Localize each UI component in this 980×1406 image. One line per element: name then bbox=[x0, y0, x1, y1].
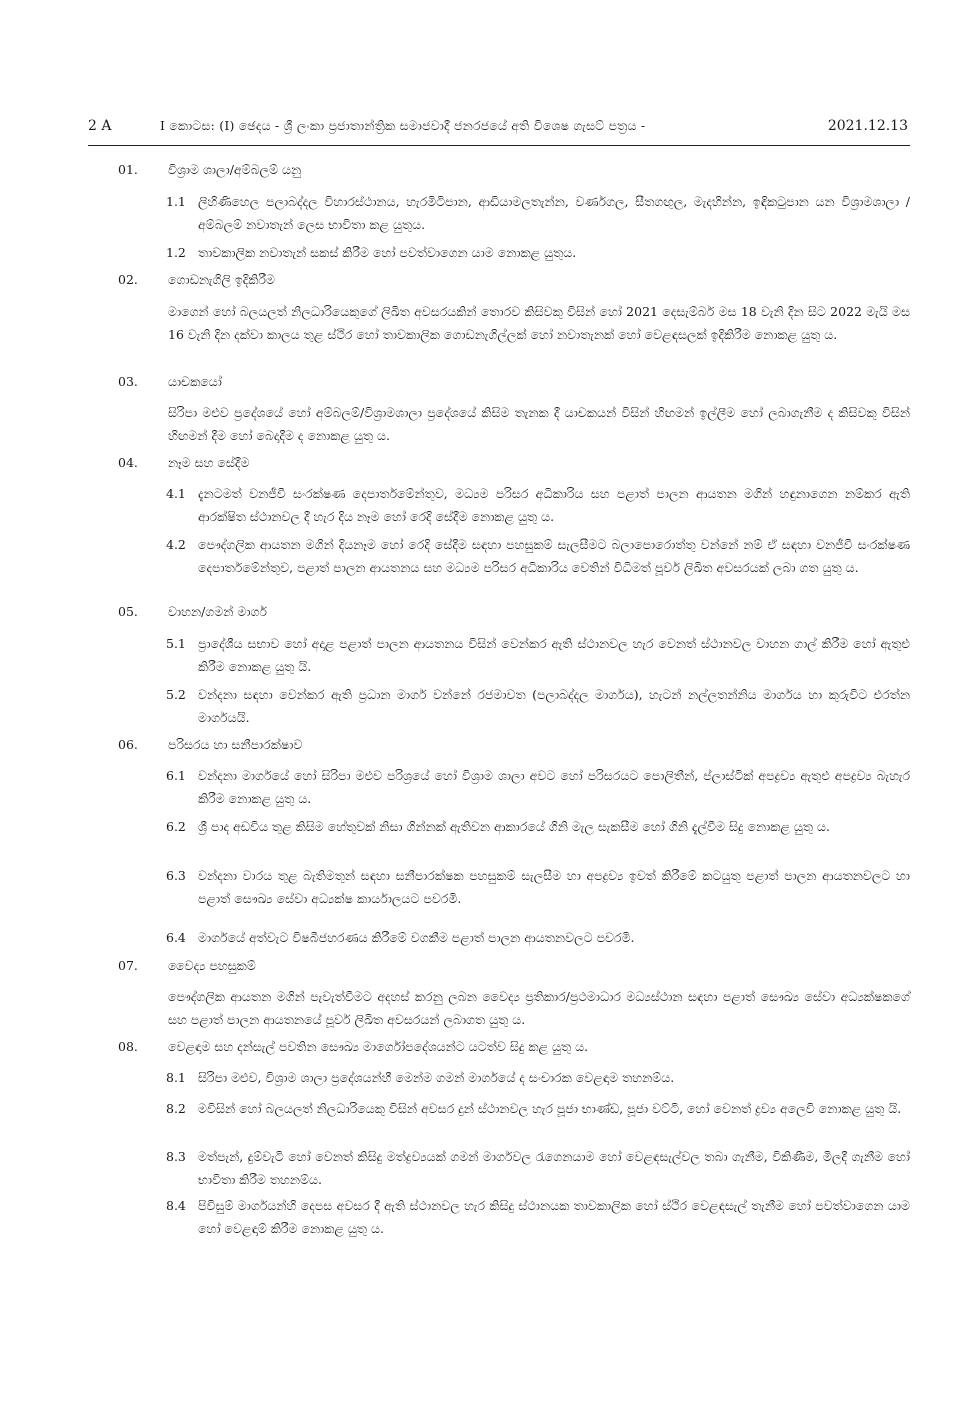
clause-number: 6.2 bbox=[166, 819, 186, 834]
clause bbox=[166, 632, 910, 678]
section-title bbox=[118, 737, 302, 753]
section-title bbox=[118, 162, 301, 178]
section-heading: විශ්‍රාම ශාලා/අම්බලම් යනු bbox=[168, 162, 302, 177]
clause-number: 4.1 bbox=[166, 486, 186, 501]
clause-number: 1.2 bbox=[166, 245, 186, 260]
clause-number: 5.1 bbox=[166, 636, 186, 651]
section-title bbox=[118, 455, 249, 471]
clause-text: මත්පැන්, දුම්වැටි හෝ වෙනත් කිසිදු මත්ද්‍රව්‍යයක් ගමන් මාර්ගවල රැගෙනයාම හෝ වෙළඳසැල්වල තබා ගැනීම, විකිණීම, මිලදී ගැනීම හෝ භාවිතා කිරීම තහනම්ය. bbox=[198, 1149, 910, 1187]
section-heading: වෙළඳාම සහ දන්සැල් පවතින සෞඛ්‍ය මාර්ගෝපදේශයන්ට යටත්ව සිදු කළ යුතු ය. bbox=[168, 1039, 589, 1054]
clause bbox=[166, 1194, 910, 1240]
clause bbox=[166, 683, 910, 729]
section-heading: වාහන/ගමන් මාර්ග bbox=[168, 604, 267, 619]
clause-number: 6.4 bbox=[166, 930, 186, 945]
page-number: 2 A bbox=[88, 118, 112, 134]
section-number: 05. bbox=[118, 604, 138, 619]
section-number: 02. bbox=[118, 272, 138, 287]
clause-number: 4.2 bbox=[166, 537, 186, 552]
clause bbox=[166, 926, 910, 949]
header-title: I කොටස: (I) ඡෙදය - ශ්‍රී ලංකා ප්‍රජාතාන්ත්‍රික සමාජවාදී ජනරජයේ අති විශෙෂ ගැසට් පත්‍රය - bbox=[160, 118, 646, 133]
section-number: 06. bbox=[118, 737, 138, 752]
section-heading: ගොඩනැගිලි ඉදිකිරීම bbox=[168, 272, 275, 287]
clause bbox=[166, 764, 910, 810]
clause-text: මවිසින් හෝ බලයලත් නිලධාරියෙකු විසින් අවසර දුන් ස්ථානවල හැර පූජා භාණ්ඩ, පූජා වට්ටි, හෝ වෙනත් ද්‍රව්‍ය අලෙවි නොකළ යුතු යි. bbox=[198, 1101, 902, 1116]
clause bbox=[166, 190, 910, 236]
section-number: 04. bbox=[118, 455, 138, 470]
section-title bbox=[118, 604, 267, 620]
section-paragraph: සිරිපා මළුව ප්‍රදේශයේ හෝ අම්බලම්/විශ්‍රාමශාලා ප්‍රදේශයේ කිසිම තැනක දී යාචකයන් විසින් හිඟමන් ඉල්ලීම හෝ ලබාගැනීම ද කිසිවකු විසින් හිඟමන් දීම හෝ බෙදාදීම ද නොකළ යුතු ය. bbox=[168, 405, 910, 443]
clause bbox=[166, 1097, 910, 1120]
clause-text: වන්දනා මාර්ගයේ හෝ සිරිපා මළුව පරිශ්‍රයේ හෝ විශ්‍රාම ශාලා අවට හෝ පරිසරයට පොලිතීන්, ප්ලාස්ටික් අපද්‍රව්‍ය ඇතුළු අපද්‍රව්‍ය බැහැර කිරීම නොකළ යුතු ය. bbox=[198, 768, 910, 806]
section-title bbox=[118, 958, 256, 974]
clause bbox=[166, 482, 910, 528]
clause-text: ලිහිණිහෙල පලාබද්දල විහාරස්ථානය, හැරමිටිපාන, ආඩියාමලතැන්න, වර්ණගල, සීතගඟුල, මැදහින්න, ඉඳිකටුපාන යන විශ්‍රාමශාලා / අම්බලම් නවාතැන් ලෙස භාවිතා කළ යුතුය. bbox=[198, 194, 910, 232]
clause-text: වන්දනා සඳහා වෙන්කර ඇති ප්‍රධාන මාර්ග වන්නේ රජමාවත (පලාබද්දල මාර්ගය), හැටන් නල්ලතන්නිය මාර්ගය හා කුරුවිට එරත්න මාර්ගයයි. bbox=[198, 687, 910, 725]
section-title bbox=[118, 272, 275, 288]
header-rule bbox=[88, 145, 910, 146]
clause bbox=[166, 241, 910, 264]
clause-text: වන්දනා වාරය තුළ බැතිමතුන් සඳහා සනීපාරක්ෂක පහසුකම් සැලසීම හා අපද්‍රව්‍ය ඉවත් කිරීමේ කටයුතු පළාත් පාලන ආයතනවලට හා පළාත් සෞඛ්‍ය සේවා අධ්‍යක්ෂ කාර්යාලයට පවරමි. bbox=[198, 868, 910, 906]
clause-number: 6.1 bbox=[166, 768, 186, 783]
clause-text: පිවිසුම් මාර්ගයන්හි දෙපස අවසර දී ඇති ස්ථානවල හැර කිසිදු ස්ථානයක තාවකාලික හෝ ස්ථිර වෙළඳසැල් තැනීම හෝ පවත්වාගෙන යාම හෝ වෙළඳාම් කිරීම නොකළ යුතු ය. bbox=[198, 1198, 910, 1236]
clause-number: 8.4 bbox=[166, 1198, 186, 1213]
section-paragraph: පෞද්ගලික ආයතන මගින් පැවැත්වීමට අදහස් කරනු ලබන වෛද්‍ය ප්‍රතිකාර/ප්‍රථමාධාර මධ්‍යස්ථාන සඳහා පළාත් සෞඛ්‍ය සේවා අධ්‍යක්ෂකගේ සහ පළාත් පාලන ආයතනයේ පූර්ව ලිඛිත අවසරයන් ලබාගත යුතු ය. bbox=[168, 989, 910, 1027]
clause-text: දැනටමත් වනජීවී සංරක්ෂණ දෙපාර්තමේන්තුව, මධ්‍යම පරිසර අධිකාරිය සහ පළාත් පාලන ආයතන මගින් හඳුනාගෙන නම්කර ඇති ආරක්ෂිත ස්ථානවල දී හැර දිය නෑම හෝ රෙදි සේදීම නොකළ යුතු ය. bbox=[198, 486, 910, 524]
section-number: 07. bbox=[118, 958, 138, 973]
section-heading: පරිසරය හා සනීපාරක්ෂාව bbox=[168, 737, 303, 752]
clause-number: 8.1 bbox=[166, 1070, 186, 1085]
clause bbox=[166, 533, 910, 579]
clause-text: තාවකාලික නවාතැන් සකස් කිරීම හෝ පවත්වාගෙන යාම නොකළ යුතුය. bbox=[198, 245, 577, 260]
section-number: 03. bbox=[118, 374, 138, 389]
clause-number: 8.2 bbox=[166, 1101, 186, 1116]
clause-number: 5.2 bbox=[166, 687, 186, 702]
section-title bbox=[118, 374, 222, 390]
section-paragraph: මාගෙන් හෝ බලයලත් නිලධාරියෙකුගේ ලිඛිත අවසරයකින් තොරව කිසිවකු විසින් හෝ 2021 දෙසැම්බර් මස 18 වැනි දින සිට 2022 මැයි මස 16 වැනි දින දක්වා කාලය තුළ ස්ථිර හෝ තාවකාලික ගොඩනැගිල්ලක් හෝ නවාතැනක් හෝ වෙළඳසලක් ඉදිකිරීම නොකළ යුතු ය. bbox=[168, 304, 910, 342]
clause bbox=[166, 864, 910, 910]
clause bbox=[166, 815, 910, 838]
clause-text: සිරිපා මළුව, විශ්‍රාම ශාලා ප්‍රදේශයන්හී මෙන්ම ගමන් මාර්ගයේ ද සංචාරක වෙළඳාම තහනම්ය. bbox=[198, 1070, 675, 1085]
section-heading: නෑම සහ සේදීම bbox=[168, 455, 250, 470]
clause-number: 6.3 bbox=[166, 868, 186, 883]
clause-text: මාර්ගයේ අත්වැට විෂබීජහරණය කිරීමේ වගකීම පළාත් පාලන ආයතනවලට පවරමි. bbox=[198, 930, 635, 945]
clause-text: ශ්‍රී පාද අඩවිය තුළ කිසිම හේතුවක් නිසා ගින්නක් ඇතිවන ආකාරයේ ගිනි මැල සැකසීම හෝ ගිනි දැල්වීම සිදු නොකළ යුතු ය. bbox=[198, 819, 830, 834]
page-header bbox=[88, 118, 908, 134]
clause bbox=[166, 1066, 910, 1089]
section-heading: යාචකයෝ bbox=[168, 374, 222, 389]
section-title bbox=[118, 1039, 588, 1055]
section-number: 01. bbox=[118, 162, 138, 177]
header-date: 2021.12.13 bbox=[827, 118, 908, 134]
clause-text: පෞද්ගලික ආයතන මගින් දියනෑම හෝ රෙදි සේදීම සඳහා පහසුකම් සැලසීමට බලාපොරොත්තු වන්නේ නම් ඒ සඳහා වනජීවී සංරක්ෂණ දෙපාර්තමේන්තුව, පළාත් පාලන ආයතනය සහ මධ්‍යම පරිසර අධිකාරිය වෙතින් විධිමත් පූර්ව ලිඛිත අවසරයක් ලබා ගත යුතු ය. bbox=[198, 537, 910, 575]
section-number: 08. bbox=[118, 1039, 138, 1054]
clause-number: 8.3 bbox=[166, 1149, 186, 1164]
section-heading: වෛද්‍ය පහසුකම් bbox=[168, 958, 256, 973]
clause-number: 1.1 bbox=[166, 194, 186, 209]
clause bbox=[166, 1145, 910, 1191]
clause-text: ප්‍රාදේශීය සභාව හෝ අදාළ පළාත් පාලන ආයතනය විසින් වෙන්කර ඇති ස්ථානවල හැර වෙනත් ස්ථානවල වාහන ගාල් කිරීම හෝ ඇතුළු කිරීම නොකළ යුතු යි. bbox=[198, 636, 910, 674]
